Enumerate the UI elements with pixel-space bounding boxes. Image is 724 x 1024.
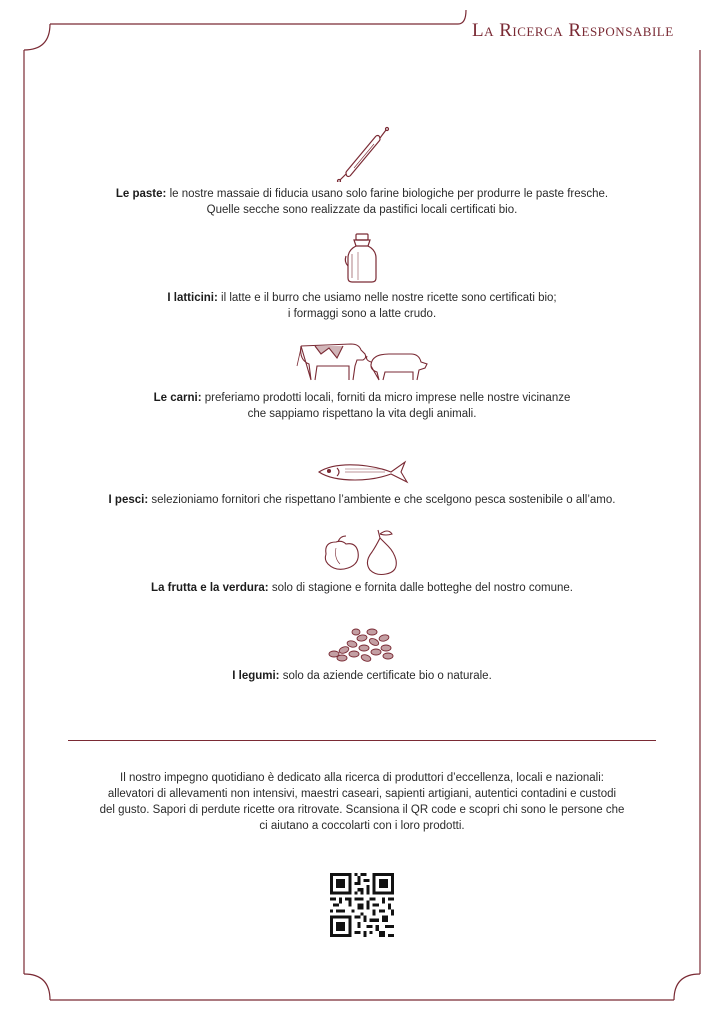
- footer-line: allevatori di allevamenti non intensivi, maestri caseari, sapienti artigiani, autentici contadini e custodi: [107, 788, 617, 800]
- milk-can-icon: [342, 232, 382, 284]
- fish-icon: [315, 458, 409, 484]
- section-label: Le carni:: [153, 392, 202, 404]
- section-legumi-text: [60, 668, 664, 684]
- section-line1: solo da aziende certificate bio o naturale.: [279, 670, 492, 682]
- section-latticini: [60, 232, 664, 322]
- footer-line: del gusto. Sapori di perdute ricette ora ritrovate. Scansiona il QR code e scopri chi sono le persone che: [99, 804, 625, 816]
- footer-text: [80, 770, 644, 834]
- section-label: La frutta e la verdura:: [151, 582, 269, 594]
- section-pesci-text: [60, 492, 664, 508]
- page-title: La Ricerca Responsabile: [472, 20, 674, 41]
- section-pesci: [60, 458, 664, 518]
- section-latticini-text: [60, 290, 664, 322]
- section-line1: il latte e il burro che usiamo nelle nostre ricette sono certificati bio;: [217, 292, 557, 304]
- section-line2: Quelle secche sono realizzate da pastifici locali certificati bio.: [206, 204, 518, 216]
- cow-pig-icon: [295, 336, 429, 384]
- section-line1: le nostre massaie di fiducia usano solo farine biologiche per produrre le paste fresche.: [166, 188, 609, 200]
- section-label: I pesci:: [108, 494, 149, 506]
- footer-line: ci aiutano a coccolarti con i loro prodotti.: [259, 820, 465, 832]
- section-label: Le paste:: [115, 188, 167, 200]
- section-legumi: [60, 624, 664, 688]
- section-label: I latticini:: [167, 292, 218, 304]
- section-carni: [60, 336, 664, 426]
- section-carni-text: [60, 390, 664, 422]
- section-frutta-text: [60, 580, 664, 596]
- qr-code[interactable]: [330, 873, 394, 937]
- section-line2: i formaggi sono a latte crudo.: [287, 308, 437, 320]
- beans-icon: [326, 624, 398, 664]
- section-line1: solo di stagione e fornita dalle botteghe del nostro comune.: [268, 582, 573, 594]
- rolling-pin-icon: [332, 124, 392, 182]
- section-line1: preferiamo prodotti locali, forniti da micro imprese nelle nostre vicinanze: [201, 392, 571, 404]
- section-line2: che sappiamo rispettano la vita degli animali.: [247, 408, 477, 420]
- divider: [68, 740, 656, 741]
- section-paste-text: [60, 186, 664, 218]
- section-paste: [60, 124, 664, 224]
- pepper-pear-icon: [322, 528, 402, 576]
- section-frutta: [60, 528, 664, 598]
- section-line1: selezioniamo fornitori che rispettano l’ambiente e che scelgono pesca sostenibile o all’amo.: [148, 494, 616, 506]
- section-label: I legumi:: [232, 670, 280, 682]
- footer-line: Il nostro impegno quotidiano è dedicato alla ricerca di produttori d’eccellenza, locali e nazionali:: [120, 772, 604, 784]
